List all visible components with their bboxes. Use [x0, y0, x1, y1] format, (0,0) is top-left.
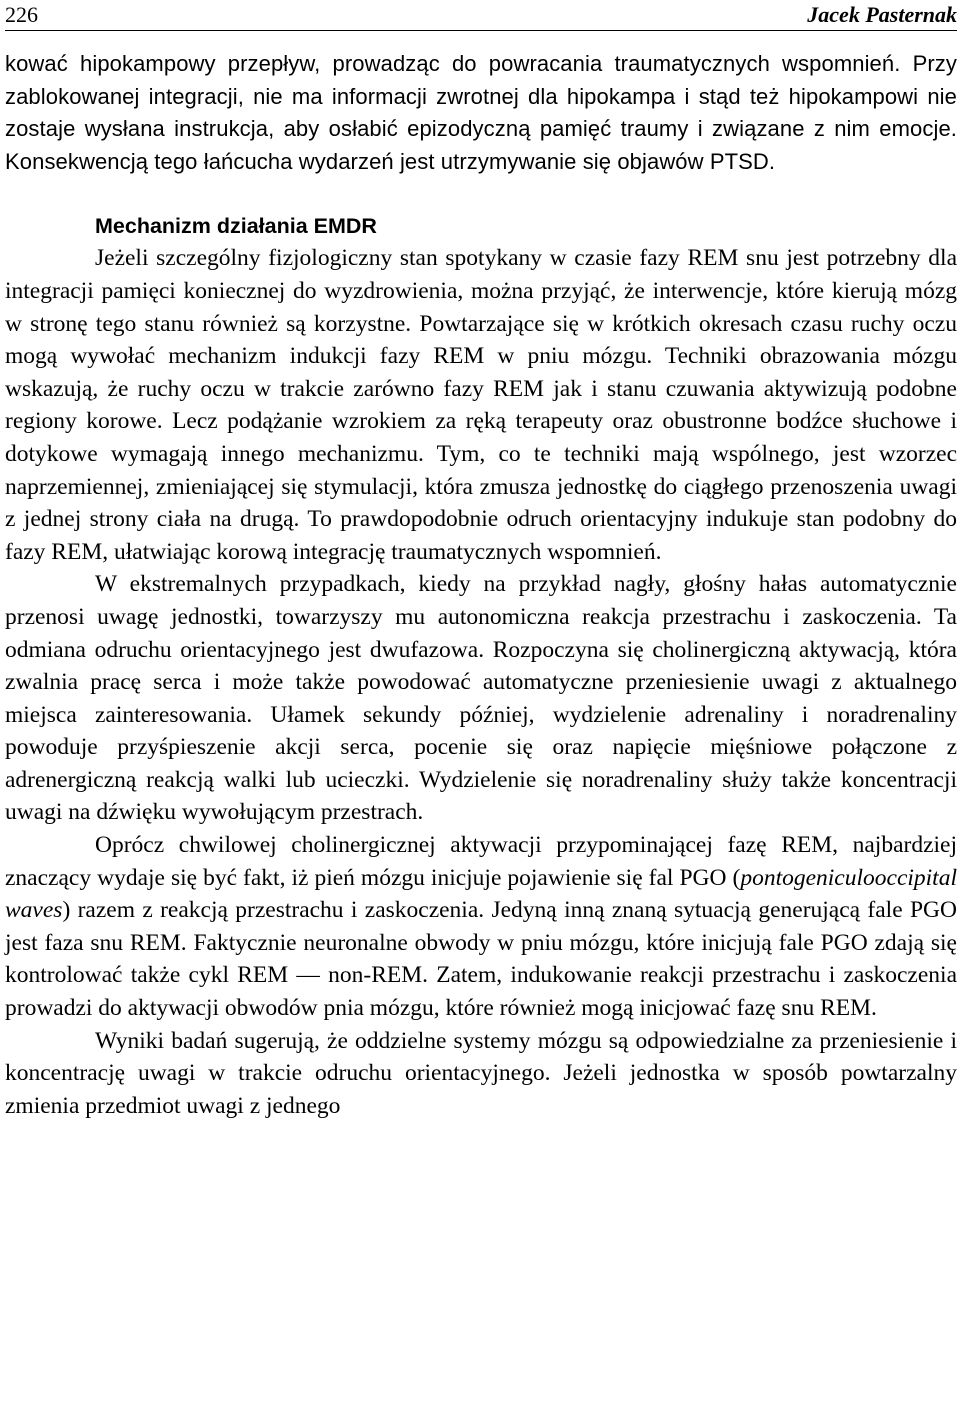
paragraph-3-text-a: Oprócz chwilowej cholinergicznej aktywacji przypominającej fazę REM, najbardziej znaczący wydaje się być fakt, iż pień mózgu inicjuje pojawienie się fal PGO ( — [5, 832, 957, 891]
paragraph-1: Jeżeli szczególny fizjologiczny stan spotykany w czasie fazy REM snu jest potrzebny dla integracji pamięci koniecznej do wyzdrowienia, można przyjąć, że interwencje, które kierują mózg w stronę tego stanu również są korzystne. Powtarzające się w krótkich okresach czasu ruchy oczu mogą wywołać mechanizm indukcji fazy REM w pniu mózgu. Techniki obrazowania mózgu wskazują, że ruchy oczu w trakcie zarówno fazy REM jak i stanu czuwania aktywizują podobne regiony korowe. Lecz podążanie wzrokiem za ręką terapeuty oraz obustronne bodźce słuchowe i dotykowe wymagają innego mechanizmu. Tym, co te techniki mają wspólnego, jest wzorzec naprzemiennej, zmieniającej się stymulacji, która zmusza jednostkę do ciągłego przenoszenia uwagi z jednej strony ciała na drugą. To prawdopodobnie odruch orientacyjny indukuje stan podobny do fazy REM, ułatwiając korową integrację traumatycznych wspomnień. — [5, 245, 957, 565]
paragraph-intro: kować hipokampowy przepływ, prowadząc do powracania traumatycznych wspomnień. Przy zablokowanej integracji, nie ma informacji zwrotnej dla hipokampa i stąd też hipokampowi nie zostaje wysłana instrukcja, aby osłabić epizodyczną pamięć traumy i związane z nim emocje. Konsekwencją tego łańcucha wydarzeń jest utrzymywanie się objawów PTSD. — [5, 51, 957, 174]
section-heading: Mechanizm działania EMDR — [95, 214, 377, 239]
paragraph-3-text-b: ) razem z reakcją przestrachu i zaskoczenia. Jedyną inną znaną sytuacją generującą fale PGO jest faza snu REM. Faktycznie neuronalne obwody w pniu mózgu, które inicjują fale PGO zdają się kontrolować także cykl REM — non-REM. Zatem, indukowanie reakcji przestrachu i zaskoczenia prowadzi do aktywacji obwodów pnia mózgu, które również mogą inicjować fazę snu REM. — [5, 897, 957, 1022]
paragraph-3 — [5, 829, 957, 1025]
running-head-author: Jacek Pasternak — [807, 2, 957, 27]
paragraph-2: W ekstremalnych przypadkach, kiedy na przykład nagły, głośny hałas automatycznie przenosi uwagę jednostki, towarzyszy mu autonomiczna reakcja przestrachu i zaskoczenia. Ta odmiana odruchu orientacyjnego jest dwufazowa. Rozpoczyna się cholinergiczną aktywacją, która zwalnia pracę serca i może także powodować automatyczne przeniesienie uwagi z aktualnego miejsca zainteresowania. Ułamek sekundy później, wydzielenie adrenaliny i noradrenaliny powoduje przyśpieszenie akcji serca, pocenie się oraz napięcie mięśniowe połączone z adrenergiczną reakcją walki lub ucieczki. Wydzielenie się noradrenaliny służy także koncentracji uwagi na dźwięku wywołującym przestrach. — [5, 571, 957, 826]
paragraph-4: Wyniki badań sugerują, że oddzielne systemy mózgu są odpowiedzialne za przeniesienie i koncentrację uwagi w trakcie odruchu orientacyjnego. Jeżeli jednostka w sposób powtarzalny zmienia przedmiot uwagi z jednego — [5, 1027, 957, 1119]
paragraph-3-italic-term: pontogeniculooccipital waves — [5, 864, 957, 924]
page-number: 226 — [5, 2, 38, 27]
running-header — [5, 0, 957, 31]
page — [5, 0, 957, 1420]
article-body — [5, 48, 957, 1122]
